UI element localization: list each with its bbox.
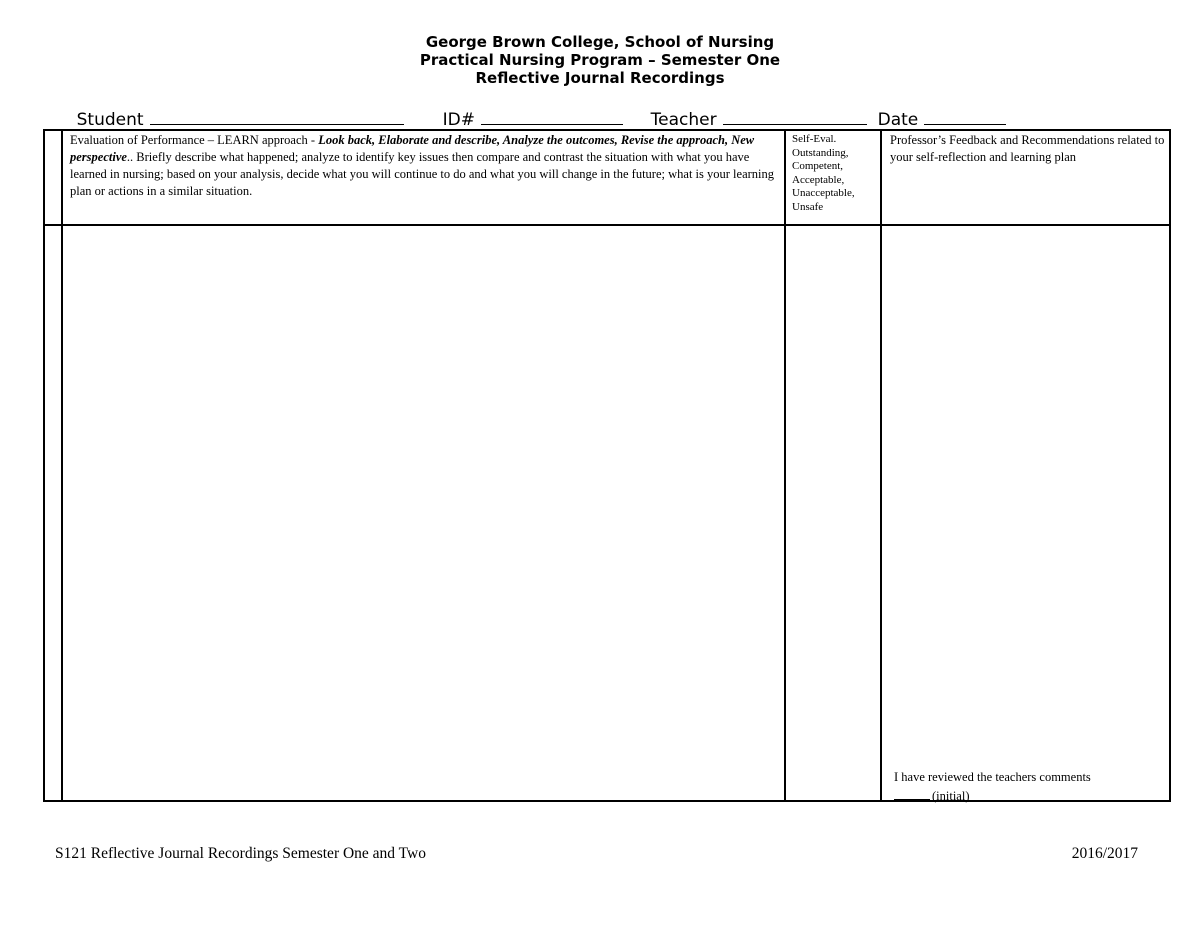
teacher-label: Teacher — [650, 110, 717, 130]
professor-feedback-header: Professor’s Feedback and Recommendations related to your self-reflection and learning plan — [890, 133, 1165, 164]
student-blank[interactable] — [150, 108, 404, 125]
header-row-divider — [45, 224, 1169, 226]
id-blank[interactable] — [481, 108, 623, 125]
initial-blank[interactable] — [894, 786, 930, 800]
column-divider — [61, 131, 63, 800]
reviewed-statement: I have reviewed the teachers comments — [894, 770, 1091, 784]
evaluation-instructions: .. Briefly describe what happened; analyze to identify key issues then compare and contrast the situation with what you have learned in nursing; based on your analysis, decide what you will continue to do and what you will change in the future; what is your learning plan or actions in a similar situation. — [70, 150, 774, 198]
date-label: Date — [877, 110, 919, 130]
evaluation-header — [70, 132, 780, 200]
evaluation-intro: Evaluation of Performance – LEARN approach - — [70, 133, 319, 147]
self-eval-header: Self-Eval. Outstanding, Competent, Acceptable, Unacceptable, Unsafe — [792, 133, 855, 213]
column-divider — [784, 131, 786, 800]
teacher-blank[interactable] — [723, 108, 867, 125]
initial-label: (initial) — [932, 789, 970, 803]
footer-document-name: S121 Reflective Journal Recordings Semester One and Two — [55, 845, 426, 862]
student-label: Student — [76, 110, 144, 130]
document-header — [0, 33, 1200, 87]
footer-year: 2016/2017 — [1071, 845, 1138, 862]
learn-steps: Look back, Elaborate and describe, Analyze the outcomes, Revise the approach, New perspective — [70, 133, 755, 164]
college-title: George Brown College, School of Nursing — [425, 33, 775, 51]
review-acknowledgement — [894, 769, 1169, 805]
id-label: ID# — [442, 110, 475, 130]
column-divider — [880, 131, 882, 800]
date-blank[interactable] — [924, 108, 1006, 125]
program-title: Practical Nursing Program – Semester One — [419, 51, 781, 69]
reflection-table — [43, 129, 1171, 802]
form-title: Reflective Journal Recordings — [475, 69, 725, 87]
